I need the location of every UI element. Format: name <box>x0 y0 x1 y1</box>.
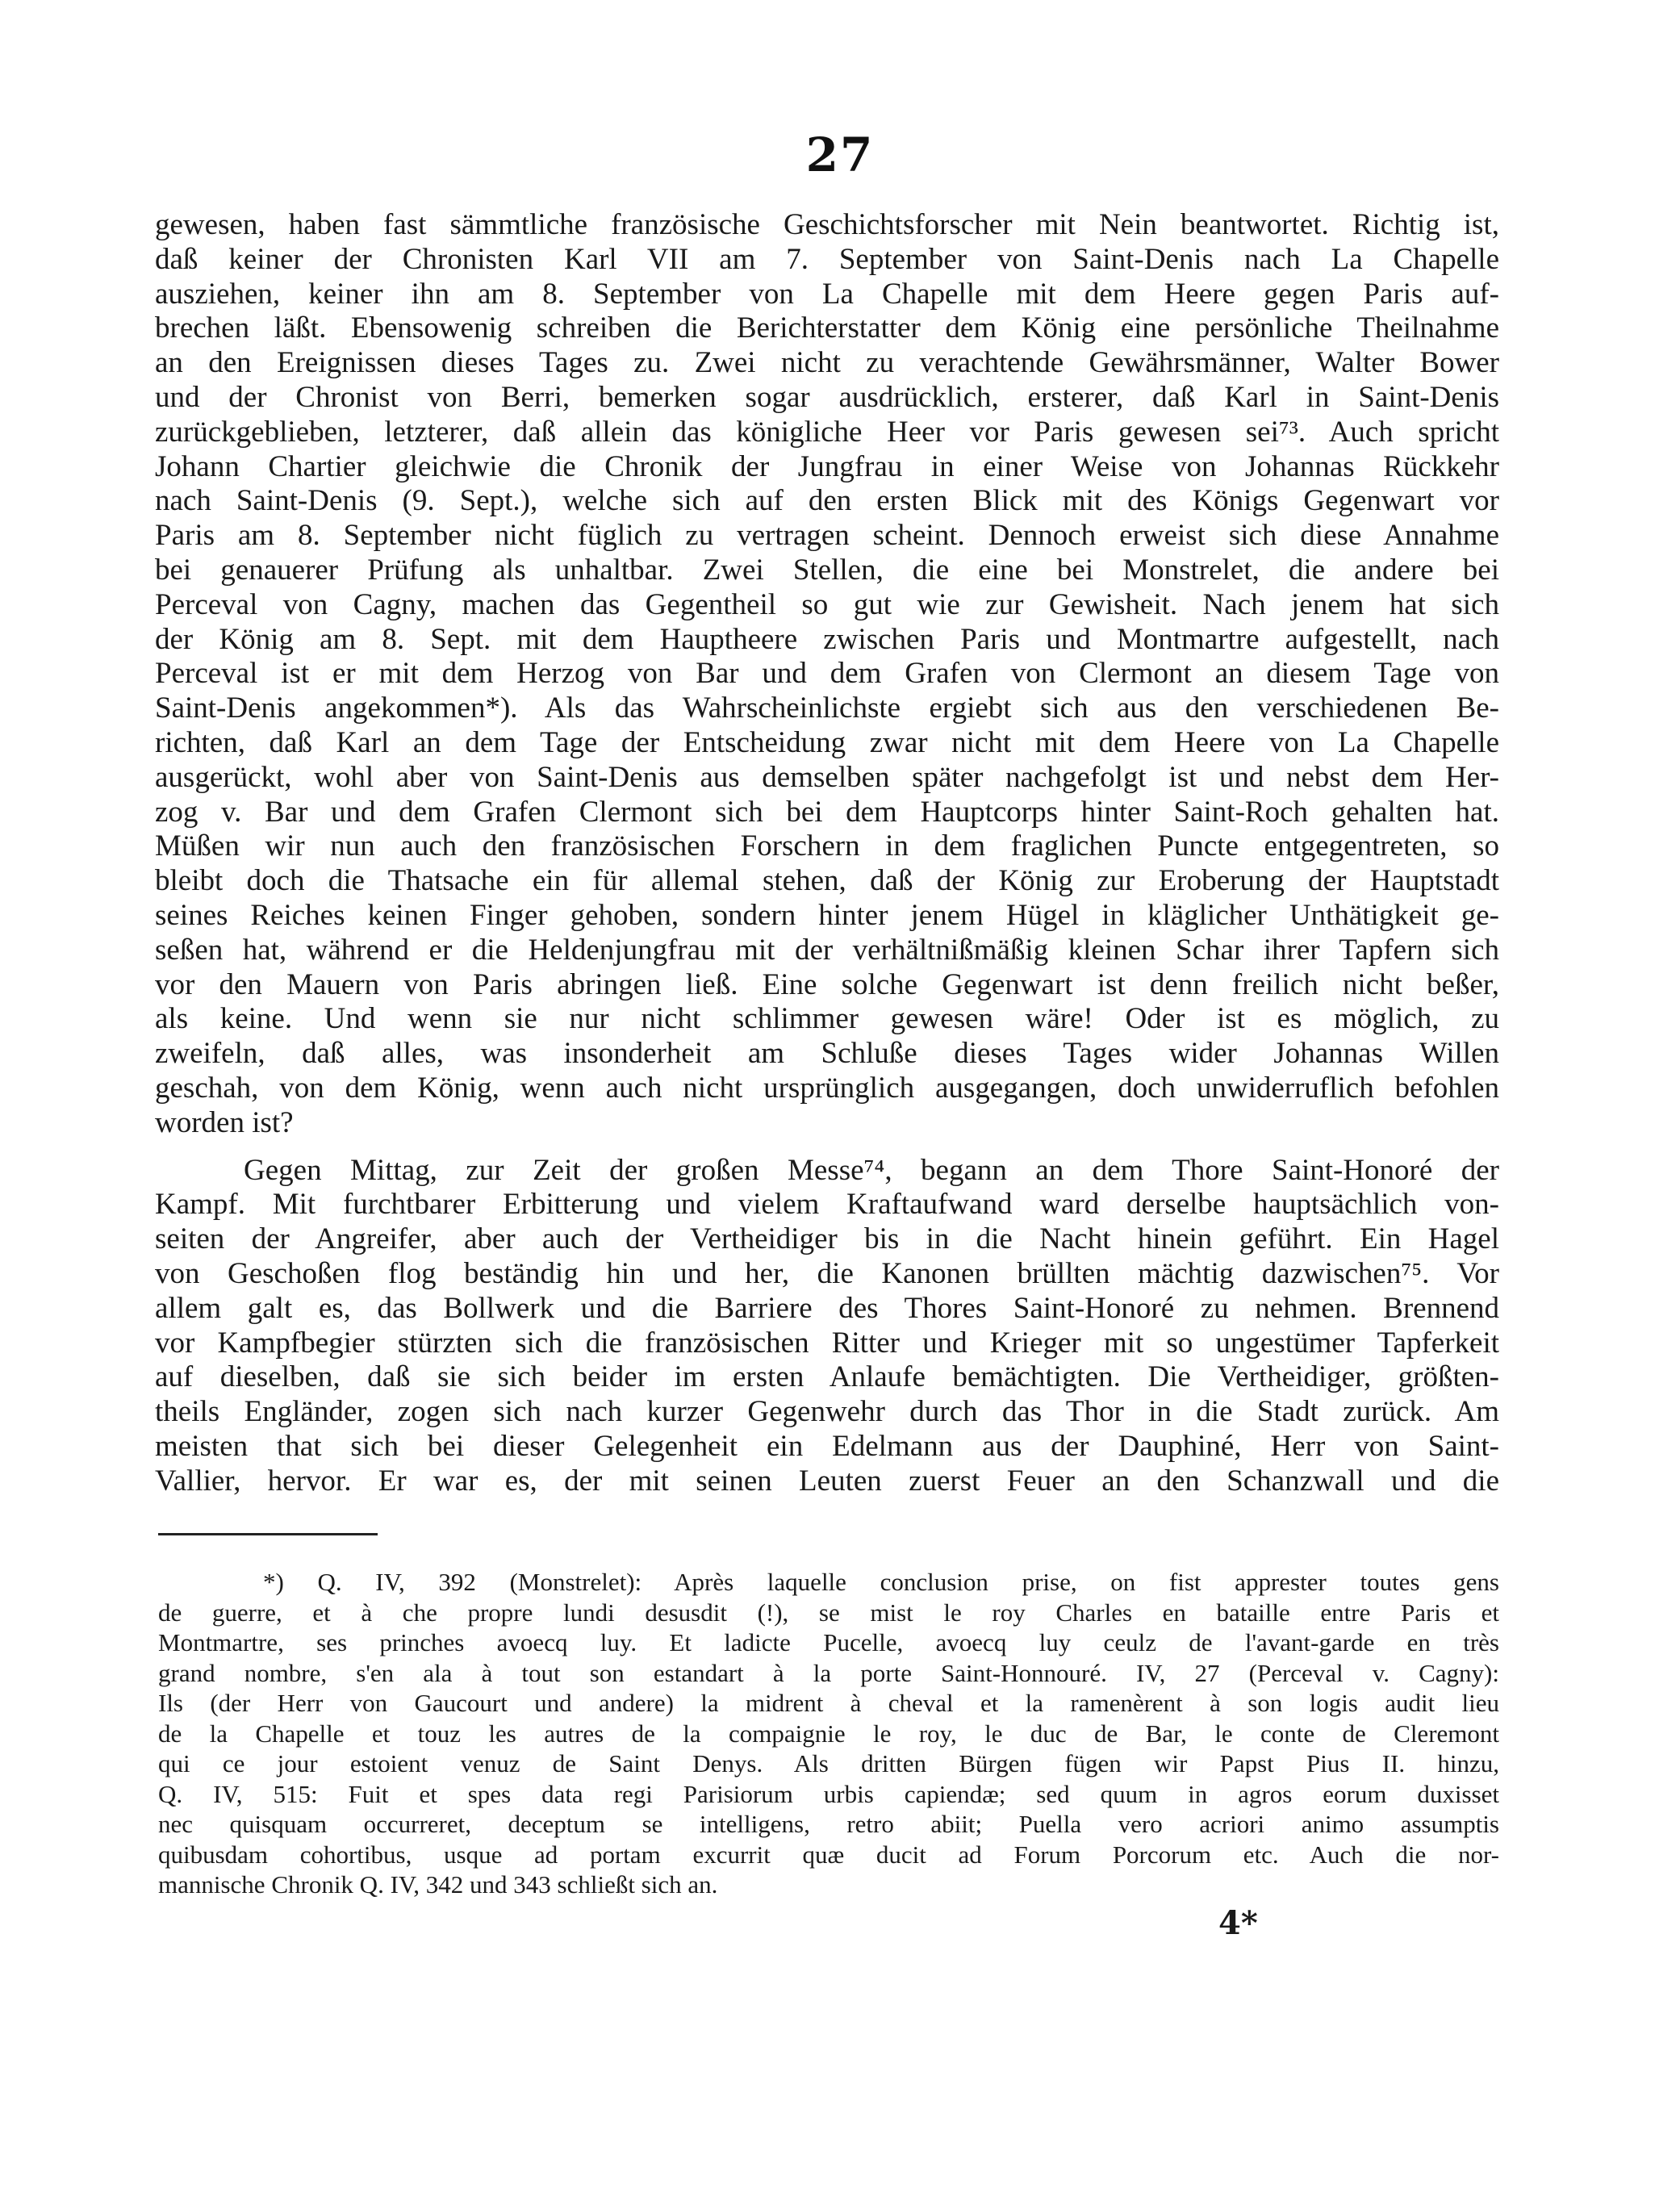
text-line: ausgerückt, wohl aber von Saint-Denis aus demselben später nachgefolgt ist und nebst dem Her- <box>155 760 1499 794</box>
text-line: zog v. Bar und dem Grafen Clermont sich bei dem Hauptcorps hinter Saint-Roch gehalten hat. <box>155 795 1499 829</box>
text-line: theils Engländer, zogen sich nach kurzer Gegenwehr durch das Thor in die Stadt zurück. Am <box>155 1395 1499 1429</box>
signature-mark: 4* <box>1218 1904 1258 1942</box>
text-line: gewesen, haben fast sämmtliche französische Geschichtsforscher mit Nein beantwortet. Richtig ist, <box>155 208 1499 241</box>
text-line: bei genauerer Prüfung als unhaltbar. Zwei Stellen, die eine bei Monstrelet, die andere bei <box>155 553 1499 587</box>
text-line: geschah, von dem König, wenn auch nicht ursprünglich ausgegangen, doch unwiderruflich befohlen <box>155 1071 1499 1105</box>
text-line: vor Kampfbegier stürzten sich die französischen Ritter und Krieger mit so ungestümer Tapferkeit <box>155 1326 1499 1360</box>
footnote-line: de la Chapelle et touz les autres de la compaignie le roy, le duc de Bar, le conte de Cleremont <box>158 1719 1499 1748</box>
text-line: auf dieselben, daß sie sich beider im ersten Anlaufe bemächtigten. Die Vertheidiger, größten- <box>155 1360 1499 1394</box>
text-line: meisten that sich bei dieser Gelegenheit ein Edelmann aus der Dauphiné, Herr von Saint- <box>155 1429 1499 1463</box>
text-line: nach Saint-Denis (9. Sept.), welche sich auf den ersten Blick mit des Königs Gegenwart vor <box>155 484 1499 518</box>
text-line: zweifeln, daß alles, was insonderheit am Schluße dieses Tages wider Johannas Willen <box>155 1037 1499 1071</box>
text-line: ausziehen, keiner ihn am 8. September von La Chapelle mit dem Heere gegen Paris auf- <box>155 277 1499 311</box>
text-line: allem galt es, das Bollwerk und die Barriere des Thores Saint-Honoré zu nehmen. Brennend <box>155 1291 1499 1325</box>
footnote-line: nec quisquam occurreret, deceptum se intelligens, retro abiit; Puella vero acriori animo assumptis <box>158 1810 1499 1838</box>
text-line: der König am 8. Sept. mit dem Hauptheere zwischen Paris und Montmartre aufgestellt, nach <box>155 622 1499 656</box>
main-text-block <box>155 208 1499 1498</box>
text-line: Gegen Mittag, zur Zeit der großen Messe⁷⁴, begann an dem Thore Saint-Honoré der <box>244 1153 1499 1187</box>
footnote-divider <box>158 1533 378 1535</box>
footnote-line: Q. IV, 515: Fuit et spes data regi Parisiorum urbis capiendæ; sed quum in agros eorum duxisset <box>158 1779 1499 1808</box>
footnote-line: Ils (der Herr von Gaucourt und andere) la midrent à cheval et la ramenèrent à son logis audit lieu <box>158 1689 1499 1717</box>
text-line: Perceval von Cagny, machen das Gegentheil so gut wie zur Gewisheit. Nach jenem hat sich <box>155 587 1499 621</box>
text-line: richten, daß Karl an dem Tage der Entscheidung zwar nicht mit dem Heere von La Chapelle <box>155 725 1499 759</box>
text-line: daß keiner der Chronisten Karl VII am 7. September von Saint-Denis nach La Chapelle <box>155 242 1499 276</box>
footnote-block <box>158 1567 1499 1900</box>
footnote-line: quibusdam cohortibus, usque ad portam excurrit quæ ducit ad Forum Porcorum etc. Auch die nor- <box>158 1840 1499 1869</box>
text-line: bleibt doch die Thatsache ein für allemal stehen, daß der König zur Eroberung der Hauptstadt <box>155 864 1499 898</box>
text-line: Vallier, hervor. Er war es, der mit seinen Leuten zuerst Feuer an den Schanzwall und die <box>155 1464 1499 1498</box>
text-line: Saint-Denis angekommen*). Als das Wahrscheinlichste ergiebt sich aus den verschiedenen Be- <box>155 691 1499 725</box>
text-line: von Geschoßen flog beständig hin und her, die Kanonen brüllten mächtig dazwischen⁷⁵. Vor <box>155 1256 1499 1290</box>
paragraph <box>155 1154 1499 1499</box>
text-line: und der Chronist von Berri, bemerken sogar ausdrücklich, ersterer, daß Karl in Saint-Denis <box>155 380 1499 414</box>
text-line: als keine. Und wenn sie nur nicht schlimmer gewesen wäre! Oder ist es möglich, zu <box>155 1002 1499 1036</box>
text-line: Perceval ist er mit dem Herzog von Bar und dem Grafen von Clermont an diesem Tage von <box>155 657 1499 691</box>
page-number: 27 <box>805 127 875 182</box>
text-line: seiten der Angreifer, aber auch der Vertheidiger bis in die Nacht hinein geführt. Ein Hagel <box>155 1222 1499 1256</box>
text-line: seines Reiches keinen Finger gehoben, sondern hinter jenem Hügel in kläglicher Unthätigkeit ge- <box>155 898 1499 932</box>
text-line: Müßen wir nun auch den französischen Forschern in dem fraglichen Puncte entgegentreten, so <box>155 829 1499 863</box>
text-line: Paris am 8. September nicht füglich zu vertragen scheint. Dennoch erweist sich diese Annahme <box>155 519 1499 553</box>
text-line: Johann Chartier gleichwie die Chronik der Jungfrau in einer Weise von Johannas Rückkehr <box>155 449 1499 483</box>
footnote-line: Montmartre, ses prinches avoecq luy. Et ladicte Pucelle, avoecq luy ceulz de l'avant-garde en très <box>158 1628 1499 1656</box>
footnote-line: qui ce jour estoient venuz de Saint Denys. Als dritten Bürgen fügen wir Papst Pius II. hinzu, <box>158 1749 1499 1778</box>
paragraph-continued <box>155 208 1499 1141</box>
text-line: seßen hat, während er die Heldenjungfrau mit der verhältnißmäßig kleinen Schar ihrer Tapfern sich <box>155 933 1499 967</box>
text-line: zurückgeblieben, letzterer, daß allein das königliche Heer vor Paris gewesen sei⁷³. Auch spricht <box>155 415 1499 449</box>
footnote-line: de guerre, et à che propre lundi desusdit (!), se mist le roy Charles en bataille entre Paris et <box>158 1598 1499 1627</box>
text-line: Kampf. Mit furchtbarer Erbitterung und vielem Kraftaufwand ward derselbe hauptsächlich von- <box>155 1188 1499 1222</box>
text-line: worden ist? <box>155 1105 294 1139</box>
text-line: brechen läßt. Ebensowenig schreiben die Berichterstatter dem König eine persönliche Theilnahme <box>155 311 1499 345</box>
text-line: vor den Mauern von Paris abringen ließ. Eine solche Gegenwart ist denn freilich nicht beßer, <box>155 967 1499 1001</box>
text-line: an den Ereignissen dieses Tages zu. Zwei nicht zu verachtende Gewährsmänner, Walter Bower <box>155 346 1499 380</box>
footnote-line: *) Q. IV, 392 (Monstrelet): Après laquelle conclusion prise, on fist apprester toutes gens <box>263 1568 1499 1596</box>
footnote-line: mannische Chronik Q. IV, 342 und 343 schließt sich an. <box>158 1870 718 1899</box>
footnote-line: grand nombre, s'en ala à tout son estandart à la porte Saint-Honnouré. IV, 27 (Perceval v. Cagny): <box>158 1658 1499 1687</box>
